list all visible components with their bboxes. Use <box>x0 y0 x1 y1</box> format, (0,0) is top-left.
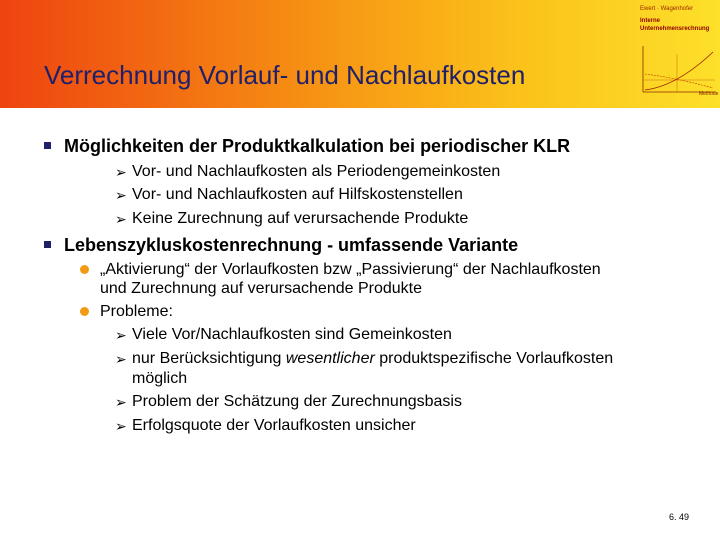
thumbnail-corner-label: Methode <box>699 91 719 97</box>
thumbnail-authors: Ewert · Wagenhofer <box>640 6 694 12</box>
section2-sub-2-line2: möglich <box>132 370 188 387</box>
section2-sub-2-emphasis: wesentlicher <box>285 350 375 367</box>
orange-dot-bullet-icon <box>80 265 89 274</box>
thumbnail-title-line1: Interne <box>640 18 661 24</box>
arrow-bullet-icon: ➢ <box>115 187 127 203</box>
section2-sub-2 <box>132 350 613 368</box>
section1-item-2: Vor- und Nachlaufkosten auf Hilfskostenstellen <box>132 186 463 203</box>
section1-item-1: Vor- und Nachlaufkosten als Periodengemeinkosten <box>132 163 501 180</box>
section2-sub-2-pre: nur Berücksichtigung <box>132 350 286 367</box>
arrow-bullet-icon: ➢ <box>115 418 127 434</box>
section2-sub-2-post: produktspezifische Vorlaufkosten <box>374 350 614 367</box>
thumbnail-title-line2: Unternehmensrechnung <box>640 26 710 32</box>
book-cover-thumbnail <box>637 4 717 104</box>
arrow-bullet-icon: ➢ <box>115 351 127 367</box>
section2-point2: Probleme: <box>100 303 173 320</box>
arrow-bullet-icon: ➢ <box>115 327 127 343</box>
section2-heading: Lebenszykluskostenrechnung - umfassende Variante <box>64 235 519 255</box>
section2-sub-3: Problem der Schätzung der Zurechnungsbasis <box>132 393 462 410</box>
square-bullet-icon <box>44 241 51 248</box>
square-bullet-icon <box>44 142 51 149</box>
section1-heading: Möglichkeiten der Produktkalkulation bei periodischer KLR <box>64 136 571 156</box>
section1-item-3: Keine Zurechnung auf verursachende Produkte <box>132 210 469 227</box>
section2-sub-4: Erfolgsquote der Vorlaufkosten unsicher <box>132 417 416 434</box>
section2-point1-line1: „Aktivierung“ der Vorlaufkosten bzw „Passivierung“ der Nachlaufkosten <box>100 261 601 278</box>
arrow-bullet-icon: ➢ <box>115 394 127 410</box>
orange-dot-bullet-icon <box>80 307 89 316</box>
section2-point1-line2: und Zurechnung auf verursachende Produkte <box>100 280 422 297</box>
slide-title: Verrechnung Vorlauf- und Nachlaufkosten <box>44 60 526 90</box>
section2-sub-1: Viele Vor/Nachlaufkosten sind Gemeinkosten <box>132 326 452 343</box>
arrow-bullet-icon: ➢ <box>115 211 127 227</box>
title-banner <box>0 0 720 108</box>
page-number: 6. 49 <box>669 512 690 522</box>
arrow-bullet-icon: ➢ <box>115 164 127 180</box>
